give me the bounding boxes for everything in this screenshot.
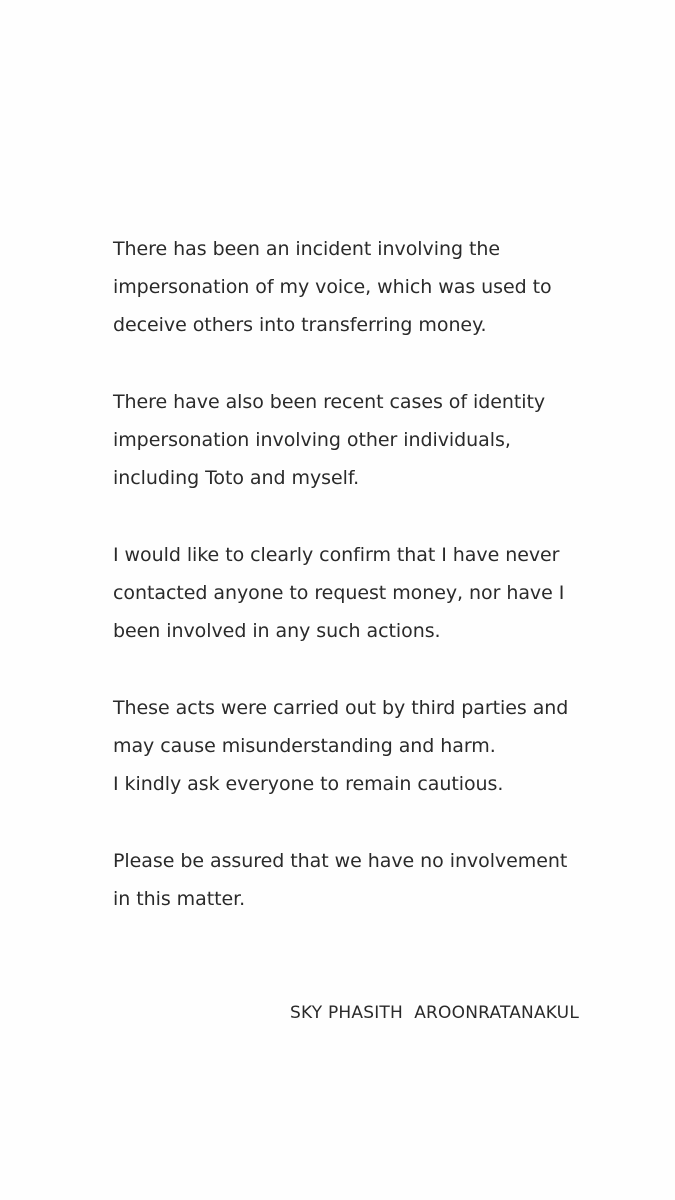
- text-line: deceive others into transferring money.: [113, 314, 487, 336]
- text-line: There has been an incident involving the: [113, 238, 500, 260]
- text-line: There have also been recent cases of identity: [113, 391, 546, 413]
- text-line: been involved in any such actions.: [113, 620, 441, 642]
- paragraph-incident: [113, 230, 613, 344]
- text-line: in this matter.: [113, 888, 246, 910]
- text-line: impersonation involving other individuals,: [113, 429, 511, 451]
- text-line: These acts were carried out by third parties and: [113, 697, 569, 719]
- text-line: impersonation of my voice, which was used to: [113, 276, 552, 298]
- paragraph-caution: [113, 689, 613, 803]
- text-line: I kindly ask everyone to remain cautious.: [113, 773, 504, 795]
- text-line: may cause misunderstanding and harm.: [113, 735, 496, 757]
- signature: SKY PHASITH AROONRATANAKUL: [290, 1003, 579, 1023]
- text-line: including Toto and myself.: [113, 467, 360, 489]
- text-line: I would like to clearly confirm that I have never: [113, 544, 560, 566]
- paragraph-assurance: [113, 842, 613, 918]
- statement-body: [113, 230, 613, 957]
- text-line: Please be assured that we have no involvement: [113, 850, 568, 872]
- paragraph-confirmation: [113, 536, 613, 650]
- text-line: contacted anyone to request money, nor have I: [113, 582, 565, 604]
- paragraph-identity-impersonation: [113, 383, 613, 497]
